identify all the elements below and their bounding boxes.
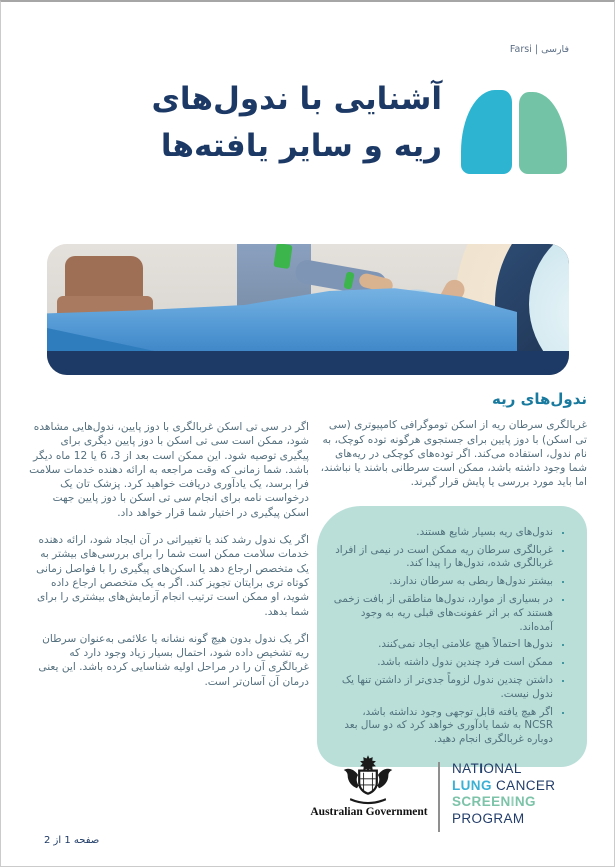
body-paragraph: اگر یک ندول بدون هیچ گونه نشانه یا علائمی به‌عنوان سرطان ریه تشخیص داده شود، احتمال بسیار زیاد وجود دارد که غربالگری آن را در مراحل اولیه شناسایی کرده باشد. این یعنی درمان آن آسان‌تر است.: [38, 632, 309, 688]
ncsr-logo-line: LUNG CANCER: [452, 777, 556, 793]
australian-government-label: Australian Government: [310, 806, 428, 818]
column-right: [317, 392, 587, 767]
ncsr-logo-line: NATIONAL: [452, 761, 522, 776]
page-title: [151, 76, 442, 170]
lungs-logo-icon: [461, 90, 567, 174]
section-heading: ندول‌های ریه: [491, 390, 587, 408]
key-point-item: • بیشتر ندول‌ها ربطی به سرطان ندارند.: [333, 575, 553, 589]
key-points-box: [317, 506, 587, 767]
key-point-item: • ندول‌های ریه بسیار شایع هستند.: [333, 526, 553, 540]
key-points-list: [333, 526, 567, 747]
language-label: فارسی | Farsi: [509, 44, 569, 55]
ncsr-logo: [452, 761, 555, 827]
page-number: صفحه 1 از 2: [44, 835, 100, 846]
key-point-item: • اگر هیچ یافته قابل توجهی وجود نداشته باشد، NCSR به شما یادآوری خواهد کرد که دو سال بعد دوباره غربالگری انجام دهید.: [333, 706, 553, 747]
lung-right-lobe-icon: [519, 92, 567, 174]
coat-of-arms-icon: [335, 754, 401, 807]
ncsr-logo-line: SCREENING: [452, 794, 536, 809]
key-point-item: • ممکن است فرد چندین ندول داشته باشد.: [333, 656, 553, 670]
key-point-item: • غربالگری سرطان ریه ممکن است در نیمی از افراد غربالگری شده، ندول‌ها را پیدا کند.: [333, 544, 553, 572]
footer-divider: [438, 762, 440, 832]
body-paragraph: اگر یک ندول رشد کند یا تغییراتی در آن ایجاد شود، ارائه دهنده خدمات سلامت ممکن است شما را برای بررسی‌های بیشتر به یک متخصص ارجاع دهد یا اسکن‌های پیگیری را با فواصل زمانی کوتاه تری برایتان تجویز کند. اگر به یک متخصص ارجاع داده شوید، او ممکن است ترتیب انجام آزمایش‌های بیشتری را برای شما بدهد.: [36, 534, 309, 618]
key-point-item: • در بسیاری از موارد، ندول‌ها مناطقی از بافت زخمی هستند که بر اثر عفونت‌های قبلی ریه به وجود آمده‌اند.: [333, 593, 553, 634]
column-left: [29, 420, 309, 702]
key-point-item: • داشتن چندین ندول لزوماً جدی‌تر از داشتن تنها یک ندول نیست.: [333, 674, 553, 702]
photo-clinician-lanyard: [273, 244, 292, 269]
ncsr-logo-line: PROGRAM: [452, 810, 525, 826]
section-intro: غربالگری سرطان ریه از اسکن توموگرافی کامپیوتری (سی تی اسکن) با دوز پایین برای جستجوی هرگونه توده کوچک، به نام ندول، استفاده می‌کند. اگر توده‌های کوچکی در ریه‌های شما وجود داشته باشد، ممکن است سرطانی باشند یا نباشند، اما باید مورد بررسی یا پایش قرار گیرند.: [320, 419, 587, 489]
lung-left-lobe-icon: [461, 90, 512, 174]
ct-scan-photo: [47, 244, 569, 375]
page-title-line1: آشنایی با ندول‌های: [151, 81, 442, 117]
photo-bottom-bar: [47, 351, 569, 375]
page-title-line2: ریه و سایر یافته‌ها: [160, 128, 442, 164]
key-point-item: • ندول‌ها احتمالاً هیچ علامتی ایجاد نمی‌کنند.: [333, 638, 553, 652]
body-paragraph: اگر در سی تی اسکن غربالگری با دوز پایین، ندول‌هایی مشاهده شود، ممکن است سی تی اسکن با دوز پایین دیگری برای پیگیری توصیه شود. این ممکن است بعد از 3، 6 یا 12 ماه دیگر باشد. شما زمانی که وقت مراجعه به ارائه دهنده خدمات سلامت فرا برسد، یک یادآوری دریافت خواهید کرد. پزشک تان یک درخواست نامه برای انجام سی تی اسکن با دوز پایین جهت اسکن پیگیری در اختیار شما قرار خواهد داد.: [29, 421, 309, 519]
